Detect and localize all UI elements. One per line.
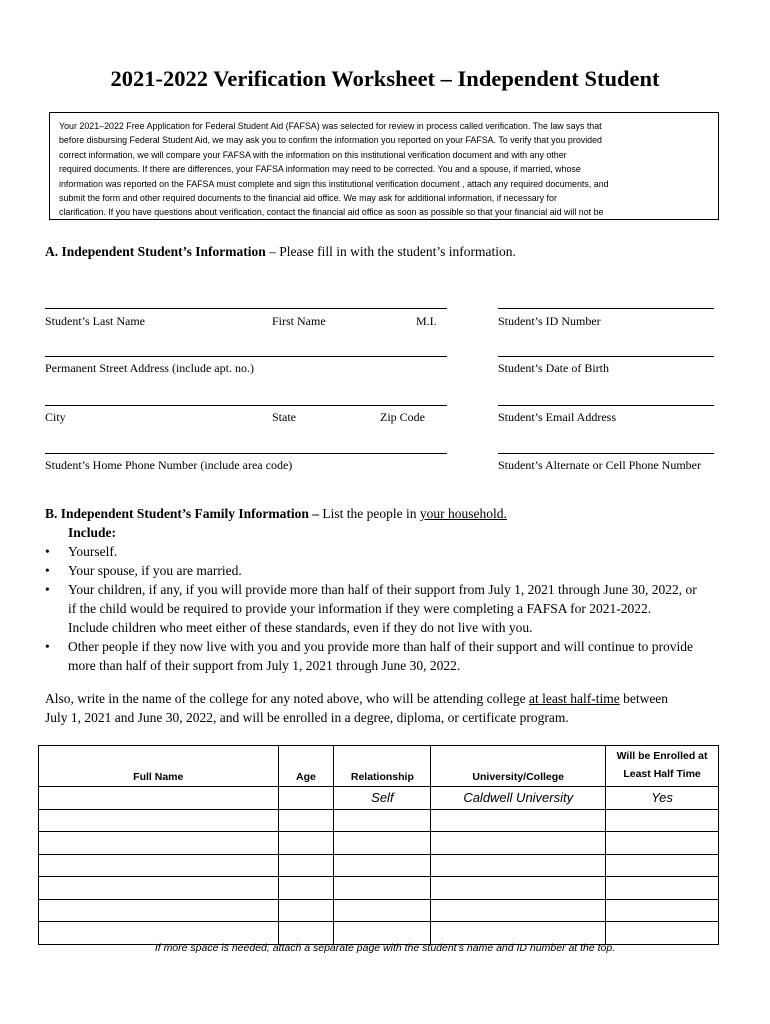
zip-code-label: Zip Code — [380, 410, 425, 424]
age-cell[interactable] — [278, 899, 334, 922]
list-item: • Other people if they now live with you and you provide more than half of their support and will continue to provide more than half of their support from July 1, 2021 through June 30, 2022. — [45, 639, 693, 673]
section-a-instruction: – Please fill in with the student’s information. — [265, 244, 516, 259]
list-item: • Your children, if any, if you will provide more than half of their support from July 1, 2021 through June 30, 2022, or if the child would be required to provide your information if they were completing a FAFSA for 2021-2022. Include children who meet either of these standards, even if they do not live with you. — [45, 582, 697, 635]
last-name-label: Student’s Last Name — [45, 314, 145, 328]
full-name-cell[interactable] — [39, 809, 279, 832]
intro-line: submit the form and other required documents to the financial aid office. We may ask for additional information, if necessary for — [59, 193, 557, 204]
intro-line: correct information, we will compare your FAFSA with the information on this institutional verification document and with any other — [59, 149, 567, 160]
age-cell[interactable] — [278, 809, 334, 832]
intro-line: required documents. If there are differences, your FAFSA information may need to be corrected. You and a spouse, if married, whose — [59, 164, 581, 175]
include-list — [45, 542, 735, 675]
student-id-field[interactable] — [498, 308, 714, 309]
age-header: Age — [278, 746, 334, 787]
college-cell[interactable] — [431, 877, 606, 900]
college-cell[interactable]: Caldwell University — [431, 787, 606, 810]
college-cell[interactable] — [431, 832, 606, 855]
bullet-icon: • — [45, 544, 50, 559]
intro-line: before disbursing Federal Student Aid, we may ask you to confirm the information you reported on your FAFSA. To verify that you provided — [59, 135, 602, 146]
relationship-cell[interactable] — [334, 854, 431, 877]
table-row — [39, 809, 719, 832]
table-header-row — [39, 746, 719, 787]
full-name-cell[interactable] — [39, 854, 279, 877]
half-time-cell[interactable] — [606, 899, 719, 922]
student-id-label: Student’s ID Number — [498, 314, 601, 328]
section-b-heading — [45, 504, 735, 523]
city-state-zip-field[interactable] — [45, 405, 447, 406]
section-b — [45, 504, 735, 675]
date-of-birth-label: Student’s Date of Birth — [498, 361, 609, 375]
relationship-cell[interactable] — [334, 922, 431, 945]
table-row — [39, 899, 719, 922]
age-cell[interactable] — [278, 787, 334, 810]
college-cell[interactable] — [431, 809, 606, 832]
list-item: • Your spouse, if you are married. — [45, 563, 242, 578]
half-time-cell[interactable] — [606, 922, 719, 945]
full-name-header: Full Name — [39, 746, 279, 787]
age-cell[interactable] — [278, 854, 334, 877]
age-cell[interactable] — [278, 832, 334, 855]
college-cell[interactable] — [431, 854, 606, 877]
include-label: Include: — [68, 525, 117, 540]
email-label: Student’s Email Address — [498, 410, 616, 424]
date-of-birth-field[interactable] — [498, 356, 714, 357]
intro-line: information was reported on the FAFSA must complete and sign this institutional verification document , attach any required documents, and — [59, 178, 609, 189]
section-b-instruction: List the people in — [319, 506, 420, 521]
full-name-cell[interactable] — [39, 877, 279, 900]
intro-notice-box — [49, 112, 719, 220]
alt-phone-field[interactable] — [498, 453, 714, 454]
college-header: University/College — [431, 746, 606, 787]
half-time-cell[interactable] — [606, 877, 719, 900]
college-instruction: Also, write in the name of the college for any noted above, who will be attending college at least half-time between July 1, 2021 and June 30, 2022, and will be enrolled in a degree, diploma, or certificate program. — [45, 691, 669, 725]
half-time-cell[interactable]: Yes — [606, 787, 719, 810]
bullet-icon: • — [45, 582, 50, 597]
relationship-cell[interactable] — [334, 899, 431, 922]
full-name-cell[interactable] — [39, 832, 279, 855]
half-time-emphasis: at least half-time — [528, 691, 620, 706]
street-address-field[interactable] — [45, 356, 447, 357]
home-phone-field[interactable] — [45, 453, 447, 454]
relationship-cell[interactable] — [334, 809, 431, 832]
table-footnote: If more space is needed, attach a separate page with the student’s name and ID number at the top. — [154, 942, 616, 954]
section-a-heading — [45, 244, 516, 260]
enrolled-half-time-header: Will be Enrolled at Least Half Time — [606, 746, 719, 787]
relationship-header: Relationship — [334, 746, 431, 787]
table-row — [39, 922, 719, 945]
half-time-cell[interactable] — [606, 809, 719, 832]
table-row — [39, 787, 719, 810]
email-field[interactable] — [498, 405, 714, 406]
college-cell[interactable] — [431, 922, 606, 945]
state-label: State — [272, 410, 296, 424]
table-row — [39, 854, 719, 877]
household-table — [38, 745, 719, 945]
half-time-cell[interactable] — [606, 832, 719, 855]
home-phone-label: Student’s Home Phone Number (include area code) — [45, 458, 293, 472]
relationship-cell[interactable]: Self — [334, 787, 431, 810]
last-name-field[interactable] — [45, 308, 447, 309]
intro-line: Your 2021–2022 Free Application for Federal Student Aid (FAFSA) was selected for review in process called verification. The law says that — [59, 121, 602, 131]
middle-initial-label: M.I. — [416, 314, 437, 328]
college-cell[interactable] — [431, 899, 606, 922]
page-title: 2021-2022 Verification Worksheet – Independent Student — [110, 66, 660, 91]
section-b-title: B. Independent Student’s Family Information – — [45, 506, 320, 521]
city-label: City — [45, 410, 66, 424]
age-cell[interactable] — [278, 877, 334, 900]
relationship-cell[interactable] — [334, 877, 431, 900]
street-address-label: Permanent Street Address (include apt. no.) — [45, 361, 254, 375]
alt-phone-label: Student’s Alternate or Cell Phone Number — [498, 458, 701, 472]
section-a-title: A. Independent Student’s Information — [45, 244, 266, 259]
full-name-cell[interactable] — [39, 899, 279, 922]
half-time-cell[interactable] — [606, 854, 719, 877]
age-cell[interactable] — [278, 922, 334, 945]
first-name-label: First Name — [272, 314, 326, 328]
table-row — [39, 877, 719, 900]
full-name-cell[interactable] — [39, 922, 279, 945]
intro-line: clarification. If you have questions about verification, contact the financial aid office as soon as possible so that your financial aid will not be — [59, 207, 604, 218]
bullet-icon: • — [45, 563, 50, 578]
full-name-cell[interactable] — [39, 787, 279, 810]
household-emphasis: your household. — [419, 506, 507, 521]
relationship-cell[interactable] — [334, 832, 431, 855]
list-item: • Yourself. — [45, 544, 118, 559]
table-row — [39, 832, 719, 855]
bullet-icon: • — [45, 639, 50, 654]
